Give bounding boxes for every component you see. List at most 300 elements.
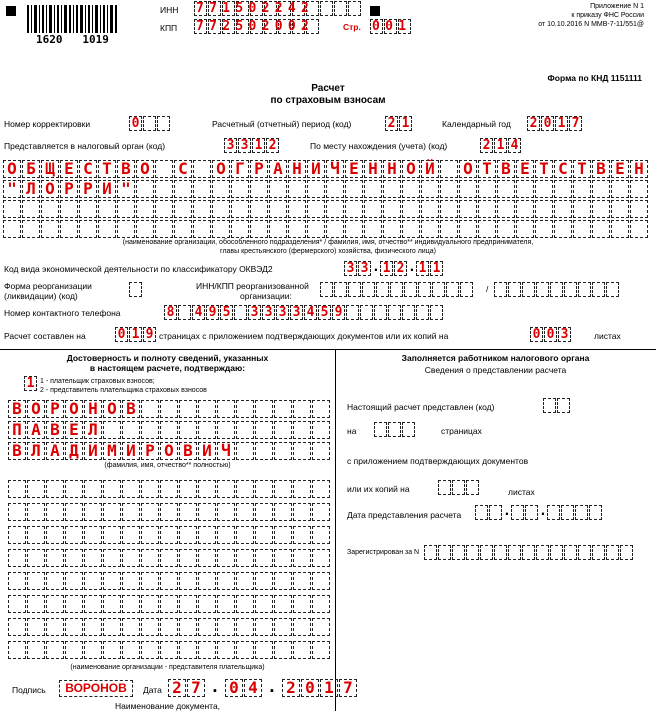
signer-code-cell[interactable]: 1 <box>24 376 38 391</box>
char-cell[interactable] <box>440 220 458 238</box>
char-cell[interactable] <box>255 595 273 613</box>
char-cell[interactable] <box>402 180 420 198</box>
char-cell[interactable]: Б <box>22 160 40 178</box>
char-cell[interactable] <box>274 572 292 590</box>
okved-cells[interactable]: 3 3 . 1 2 . 1 1 <box>344 261 444 276</box>
char-cell[interactable] <box>326 200 344 218</box>
char-cell[interactable] <box>606 282 619 297</box>
char-cell[interactable] <box>578 282 591 297</box>
char-cell[interactable] <box>573 220 591 238</box>
char-cell[interactable] <box>404 282 417 297</box>
char-cell[interactable]: Р <box>141 442 159 460</box>
char-cell[interactable]: Е <box>60 160 78 178</box>
char-cell[interactable] <box>84 618 102 636</box>
char-cell[interactable] <box>136 220 154 238</box>
char-cell[interactable] <box>293 421 311 439</box>
char-cell[interactable] <box>362 282 375 297</box>
char-cell[interactable] <box>65 503 83 521</box>
char-cell[interactable]: И <box>122 442 140 460</box>
char-cell[interactable] <box>198 572 216 590</box>
char-cell[interactable] <box>60 220 78 238</box>
char-cell[interactable]: Е <box>345 160 363 178</box>
char-cell[interactable] <box>459 180 477 198</box>
char-cell[interactable] <box>293 641 311 659</box>
char-cell[interactable] <box>27 618 45 636</box>
char-cell[interactable] <box>84 480 102 498</box>
docs-pages-cells[interactable]: 0 0 3 <box>530 327 572 342</box>
char-cell[interactable] <box>3 200 21 218</box>
char-cell[interactable] <box>46 595 64 613</box>
tax-office-cells[interactable]: 3 3 1 2 <box>224 138 280 153</box>
char-cell[interactable] <box>217 595 235 613</box>
char-cell[interactable] <box>592 220 610 238</box>
char-cell[interactable] <box>293 503 311 521</box>
char-cell[interactable] <box>383 220 401 238</box>
char-cell[interactable] <box>269 220 287 238</box>
char-cell[interactable] <box>8 503 26 521</box>
office-code-cells[interactable] <box>543 398 571 413</box>
char-cell[interactable] <box>606 545 619 560</box>
char-cell[interactable] <box>478 200 496 218</box>
char-cell[interactable] <box>508 282 521 297</box>
char-cell[interactable] <box>65 641 83 659</box>
char-cell[interactable]: " <box>117 180 135 198</box>
char-cell[interactable] <box>84 526 102 544</box>
char-cell[interactable] <box>160 618 178 636</box>
char-cell[interactable] <box>274 442 292 460</box>
char-cell[interactable] <box>8 595 26 613</box>
char-cell[interactable] <box>46 549 64 567</box>
rep-row1[interactable] <box>8 480 331 498</box>
char-cell[interactable] <box>160 421 178 439</box>
char-cell[interactable] <box>293 618 311 636</box>
char-cell[interactable] <box>293 549 311 567</box>
char-cell[interactable] <box>255 618 273 636</box>
char-cell[interactable] <box>141 549 159 567</box>
char-cell[interactable] <box>592 200 610 218</box>
char-cell[interactable] <box>255 572 273 590</box>
char-cell[interactable]: Р <box>250 160 268 178</box>
char-cell[interactable] <box>536 282 549 297</box>
char-cell[interactable] <box>421 220 439 238</box>
pages-cells[interactable]: 0 1 9 <box>115 327 157 342</box>
char-cell[interactable] <box>160 641 178 659</box>
char-cell[interactable] <box>326 220 344 238</box>
char-cell[interactable] <box>217 421 235 439</box>
char-cell[interactable] <box>8 618 26 636</box>
office-date-cells[interactable]: . . <box>475 505 603 520</box>
char-cell[interactable] <box>8 641 26 659</box>
char-cell[interactable] <box>84 549 102 567</box>
char-cell[interactable] <box>293 400 311 418</box>
char-cell[interactable] <box>274 618 292 636</box>
char-cell[interactable] <box>103 572 121 590</box>
char-cell[interactable] <box>212 180 230 198</box>
rep-row4[interactable] <box>8 549 331 567</box>
char-cell[interactable] <box>421 180 439 198</box>
char-cell[interactable]: 5 <box>220 305 233 320</box>
char-cell[interactable] <box>217 549 235 567</box>
char-cell[interactable] <box>98 200 116 218</box>
char-cell[interactable] <box>103 503 121 521</box>
char-cell[interactable] <box>376 282 389 297</box>
char-cell[interactable] <box>217 526 235 544</box>
char-cell[interactable] <box>383 180 401 198</box>
char-cell[interactable] <box>497 180 515 198</box>
char-cell[interactable]: Й <box>421 160 439 178</box>
char-cell[interactable] <box>22 220 40 238</box>
char-cell[interactable] <box>46 480 64 498</box>
char-cell[interactable] <box>516 200 534 218</box>
char-cell[interactable] <box>122 618 140 636</box>
char-cell[interactable] <box>193 160 211 178</box>
char-cell[interactable]: Щ <box>41 160 59 178</box>
char-cell[interactable] <box>193 220 211 238</box>
char-cell[interactable] <box>122 503 140 521</box>
char-cell[interactable] <box>388 305 401 320</box>
char-cell[interactable]: В <box>46 421 64 439</box>
char-cell[interactable]: Л <box>22 180 40 198</box>
char-cell[interactable] <box>383 200 401 218</box>
char-cell[interactable] <box>554 220 572 238</box>
char-cell[interactable] <box>250 200 268 218</box>
char-cell[interactable] <box>141 480 159 498</box>
char-cell[interactable] <box>160 503 178 521</box>
office-copies-cells[interactable] <box>438 480 480 495</box>
char-cell[interactable] <box>103 641 121 659</box>
char-cell[interactable] <box>494 282 507 297</box>
char-cell[interactable] <box>255 421 273 439</box>
char-cell[interactable] <box>293 572 311 590</box>
char-cell[interactable] <box>160 480 178 498</box>
char-cell[interactable] <box>459 200 477 218</box>
char-cell[interactable]: А <box>269 160 287 178</box>
rep-row7[interactable] <box>8 618 331 636</box>
char-cell[interactable] <box>416 305 429 320</box>
char-cell[interactable]: 3 <box>276 305 289 320</box>
char-cell[interactable] <box>179 400 197 418</box>
rep-row8[interactable] <box>8 641 331 659</box>
char-cell[interactable] <box>345 220 363 238</box>
char-cell[interactable]: Н <box>364 160 382 178</box>
char-cell[interactable] <box>274 549 292 567</box>
char-cell[interactable] <box>554 180 572 198</box>
char-cell[interactable] <box>307 200 325 218</box>
char-cell[interactable] <box>198 595 216 613</box>
char-cell[interactable] <box>508 545 521 560</box>
char-cell[interactable] <box>117 220 135 238</box>
char-cell[interactable] <box>8 480 26 498</box>
char-cell[interactable] <box>155 200 173 218</box>
char-cell[interactable] <box>630 180 648 198</box>
char-cell[interactable] <box>478 220 496 238</box>
char-cell[interactable] <box>141 526 159 544</box>
char-cell[interactable] <box>312 503 330 521</box>
char-cell[interactable] <box>592 545 605 560</box>
char-cell[interactable] <box>288 200 306 218</box>
char-cell[interactable]: 9 <box>332 305 345 320</box>
char-cell[interactable] <box>564 545 577 560</box>
char-cell[interactable]: В <box>122 400 140 418</box>
char-cell[interactable]: 4 <box>192 305 205 320</box>
org-name-row3[interactable] <box>3 200 649 218</box>
char-cell[interactable] <box>274 526 292 544</box>
char-cell[interactable] <box>217 572 235 590</box>
char-cell[interactable] <box>179 503 197 521</box>
char-cell[interactable] <box>364 180 382 198</box>
char-cell[interactable]: Н <box>383 160 401 178</box>
char-cell[interactable] <box>611 220 629 238</box>
char-cell[interactable] <box>293 526 311 544</box>
char-cell[interactable] <box>274 480 292 498</box>
char-cell[interactable] <box>179 641 197 659</box>
char-cell[interactable]: О <box>459 160 477 178</box>
char-cell[interactable] <box>535 180 553 198</box>
char-cell[interactable] <box>236 641 254 659</box>
char-cell[interactable]: С <box>174 160 192 178</box>
char-cell[interactable] <box>193 180 211 198</box>
char-cell[interactable] <box>217 480 235 498</box>
char-cell[interactable]: Ч <box>217 442 235 460</box>
char-cell[interactable]: Р <box>79 180 97 198</box>
char-cell[interactable] <box>611 200 629 218</box>
char-cell[interactable] <box>84 572 102 590</box>
rep-row5[interactable] <box>8 572 331 590</box>
char-cell[interactable]: 3 <box>262 305 275 320</box>
char-cell[interactable] <box>255 400 273 418</box>
char-cell[interactable] <box>440 180 458 198</box>
org-name-row2[interactable] <box>3 180 649 198</box>
char-cell[interactable] <box>522 282 535 297</box>
char-cell[interactable] <box>122 572 140 590</box>
char-cell[interactable] <box>122 480 140 498</box>
char-cell[interactable] <box>402 200 420 218</box>
char-cell[interactable] <box>46 572 64 590</box>
char-cell[interactable]: М <box>103 442 121 460</box>
char-cell[interactable] <box>326 180 344 198</box>
char-cell[interactable]: Е <box>516 160 534 178</box>
char-cell[interactable] <box>460 282 473 297</box>
char-cell[interactable] <box>231 220 249 238</box>
char-cell[interactable] <box>198 618 216 636</box>
char-cell[interactable]: В <box>497 160 515 178</box>
char-cell[interactable] <box>255 442 273 460</box>
char-cell[interactable] <box>466 545 479 560</box>
char-cell[interactable]: В <box>117 160 135 178</box>
char-cell[interactable]: Т <box>573 160 591 178</box>
char-cell[interactable] <box>293 480 311 498</box>
char-cell[interactable] <box>478 180 496 198</box>
char-cell[interactable] <box>22 200 40 218</box>
char-cell[interactable] <box>312 421 330 439</box>
char-cell[interactable]: И <box>307 160 325 178</box>
char-cell[interactable] <box>193 200 211 218</box>
char-cell[interactable] <box>84 503 102 521</box>
char-cell[interactable] <box>554 200 572 218</box>
char-cell[interactable] <box>160 526 178 544</box>
char-cell[interactable] <box>250 220 268 238</box>
char-cell[interactable] <box>236 400 254 418</box>
char-cell[interactable] <box>46 526 64 544</box>
char-cell[interactable] <box>564 282 577 297</box>
char-cell[interactable] <box>312 618 330 636</box>
char-cell[interactable] <box>578 545 591 560</box>
char-cell[interactable] <box>231 200 249 218</box>
char-cell[interactable]: В <box>592 160 610 178</box>
char-cell[interactable] <box>160 400 178 418</box>
char-cell[interactable]: 8 <box>164 305 177 320</box>
char-cell[interactable] <box>141 572 159 590</box>
char-cell[interactable]: А <box>46 442 64 460</box>
char-cell[interactable] <box>103 618 121 636</box>
char-cell[interactable] <box>345 200 363 218</box>
char-cell[interactable] <box>255 526 273 544</box>
char-cell[interactable] <box>516 220 534 238</box>
char-cell[interactable]: О <box>27 400 45 418</box>
char-cell[interactable] <box>312 480 330 498</box>
char-cell[interactable] <box>630 200 648 218</box>
char-cell[interactable] <box>8 526 26 544</box>
char-cell[interactable] <box>592 282 605 297</box>
char-cell[interactable] <box>155 220 173 238</box>
char-cell[interactable] <box>174 180 192 198</box>
char-cell[interactable] <box>155 160 173 178</box>
char-cell[interactable] <box>236 503 254 521</box>
char-cell[interactable] <box>46 503 64 521</box>
char-cell[interactable]: О <box>212 160 230 178</box>
char-cell[interactable] <box>231 180 249 198</box>
char-cell[interactable] <box>312 442 330 460</box>
char-cell[interactable] <box>136 200 154 218</box>
char-cell[interactable] <box>288 220 306 238</box>
char-cell[interactable] <box>174 220 192 238</box>
char-cell[interactable] <box>103 480 121 498</box>
char-cell[interactable] <box>103 595 121 613</box>
char-cell[interactable] <box>79 200 97 218</box>
char-cell[interactable] <box>234 305 247 320</box>
char-cell[interactable] <box>630 220 648 238</box>
char-cell[interactable] <box>255 549 273 567</box>
char-cell[interactable] <box>274 421 292 439</box>
org-name-row1[interactable] <box>3 160 649 178</box>
surname-cells[interactable] <box>8 400 331 418</box>
char-cell[interactable]: В <box>179 442 197 460</box>
char-cell[interactable] <box>497 220 515 238</box>
org-name-row4[interactable] <box>3 220 649 238</box>
char-cell[interactable] <box>160 595 178 613</box>
rep-row2[interactable] <box>8 503 331 521</box>
char-cell[interactable] <box>141 421 159 439</box>
char-cell[interactable] <box>198 641 216 659</box>
char-cell[interactable] <box>65 549 83 567</box>
char-cell[interactable] <box>360 305 373 320</box>
year-cells[interactable]: 2 0 1 7 <box>527 116 583 131</box>
char-cell[interactable] <box>550 282 563 297</box>
char-cell[interactable] <box>446 282 459 297</box>
char-cell[interactable]: В <box>8 400 26 418</box>
char-cell[interactable] <box>65 572 83 590</box>
char-cell[interactable] <box>98 220 116 238</box>
char-cell[interactable] <box>535 220 553 238</box>
char-cell[interactable] <box>312 641 330 659</box>
char-cell[interactable] <box>141 618 159 636</box>
char-cell[interactable] <box>522 545 535 560</box>
char-cell[interactable]: С <box>79 160 97 178</box>
char-cell[interactable]: А <box>27 421 45 439</box>
char-cell[interactable] <box>274 400 292 418</box>
char-cell[interactable] <box>440 200 458 218</box>
char-cell[interactable]: Е <box>65 421 83 439</box>
char-cell[interactable] <box>198 526 216 544</box>
char-cell[interactable] <box>198 549 216 567</box>
char-cell[interactable] <box>141 503 159 521</box>
char-cell[interactable] <box>390 282 403 297</box>
char-cell[interactable] <box>27 549 45 567</box>
char-cell[interactable] <box>418 282 431 297</box>
char-cell[interactable] <box>494 545 507 560</box>
char-cell[interactable] <box>27 480 45 498</box>
char-cell[interactable] <box>103 549 121 567</box>
char-cell[interactable] <box>236 442 254 460</box>
char-cell[interactable]: Н <box>84 400 102 418</box>
char-cell[interactable] <box>84 641 102 659</box>
char-cell[interactable]: О <box>136 160 154 178</box>
char-cell[interactable] <box>236 618 254 636</box>
char-cell[interactable] <box>198 421 216 439</box>
char-cell[interactable]: В <box>8 442 26 460</box>
char-cell[interactable] <box>255 641 273 659</box>
char-cell[interactable] <box>122 526 140 544</box>
char-cell[interactable] <box>535 200 553 218</box>
char-cell[interactable] <box>103 421 121 439</box>
char-cell[interactable] <box>179 549 197 567</box>
char-cell[interactable] <box>122 641 140 659</box>
char-cell[interactable] <box>103 526 121 544</box>
char-cell[interactable] <box>274 595 292 613</box>
char-cell[interactable] <box>217 641 235 659</box>
name-cells[interactable] <box>8 421 331 439</box>
char-cell[interactable] <box>236 595 254 613</box>
char-cell[interactable] <box>424 545 437 560</box>
char-cell[interactable]: Е <box>611 160 629 178</box>
char-cell[interactable] <box>312 526 330 544</box>
char-cell[interactable] <box>27 503 45 521</box>
char-cell[interactable] <box>46 618 64 636</box>
char-cell[interactable] <box>141 400 159 418</box>
char-cell[interactable]: 4 <box>304 305 317 320</box>
char-cell[interactable]: 3 <box>290 305 303 320</box>
char-cell[interactable] <box>27 595 45 613</box>
char-cell[interactable] <box>307 220 325 238</box>
char-cell[interactable] <box>212 220 230 238</box>
char-cell[interactable] <box>217 618 235 636</box>
correction-cells[interactable]: 0 <box>129 116 171 131</box>
char-cell[interactable] <box>122 595 140 613</box>
char-cell[interactable]: 3 <box>248 305 261 320</box>
char-cell[interactable] <box>452 545 465 560</box>
char-cell[interactable] <box>312 549 330 567</box>
period-cells[interactable]: 2 1 <box>385 116 413 131</box>
char-cell[interactable]: Н <box>288 160 306 178</box>
signature-field[interactable]: ВОРОНОВ <box>59 680 133 697</box>
char-cell[interactable] <box>236 480 254 498</box>
char-cell[interactable] <box>236 526 254 544</box>
phone-cells[interactable] <box>164 305 444 320</box>
char-cell[interactable] <box>516 180 534 198</box>
char-cell[interactable] <box>255 503 273 521</box>
date-cells[interactable]: 2 7 . 0 4 . 2 0 1 7 <box>168 679 358 697</box>
char-cell[interactable] <box>269 200 287 218</box>
